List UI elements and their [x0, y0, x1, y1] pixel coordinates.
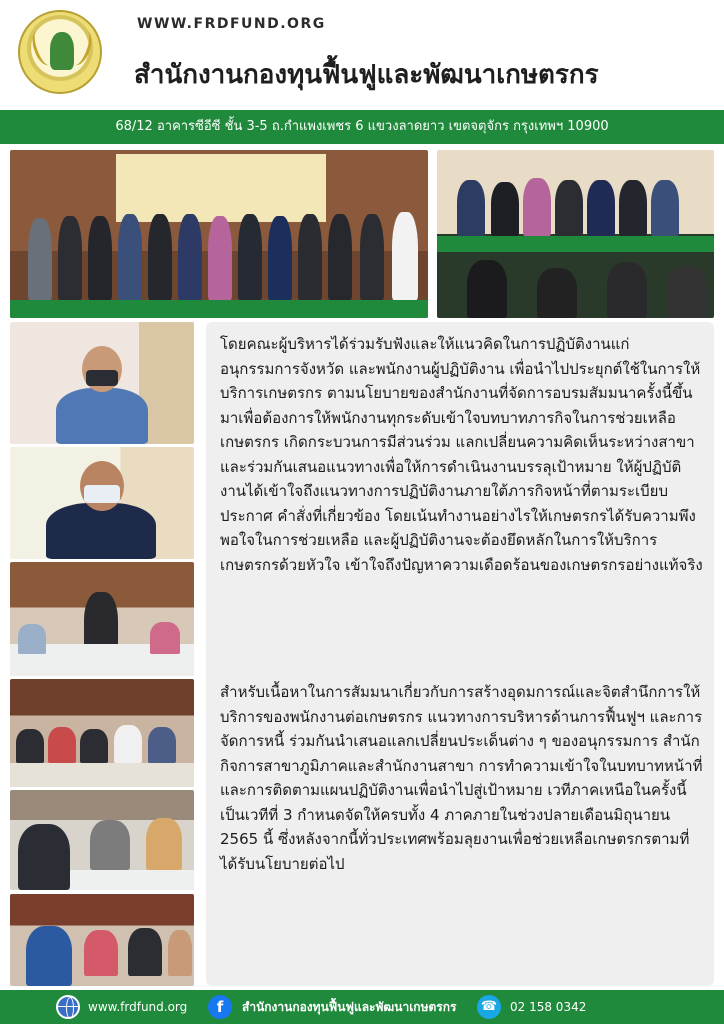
speaker-photo-2	[10, 447, 194, 559]
page-header	[0, 0, 724, 110]
wheat-right-icon	[66, 28, 95, 68]
phone-icon: ☎	[477, 995, 501, 1019]
group-photo	[10, 150, 428, 318]
globe-icon	[56, 995, 80, 1019]
panel-stage-photo	[437, 150, 714, 318]
meeting-photo-2	[10, 679, 194, 787]
page-footer	[0, 990, 724, 1024]
frdfund-logo	[18, 10, 102, 94]
footer-facebook-link[interactable]: สำนักงานกองทุนฟื้นฟูและพัฒนาเกษตรกร	[242, 1000, 457, 1014]
speaker-photo-1	[10, 322, 194, 444]
footer-phone[interactable]: 02 158 0342	[510, 1000, 587, 1014]
facebook-icon[interactable]: f	[208, 995, 232, 1019]
article-text-panel	[206, 322, 714, 986]
meeting-photo-1	[10, 562, 194, 676]
site-url[interactable]: WWW.FRDFUND.ORG	[137, 16, 326, 32]
meeting-photo-4	[10, 894, 194, 986]
address-bar: 68/12 อาคารซีอีซี ชั้น 3-5 ถ.กำแพงเพชร 6 แขวงลาดยาว เขตจตุจักร กรุงเทพฯ 10900	[0, 110, 724, 144]
org-title: สำนักงานกองทุนฟื้นฟูและพัฒนาเกษตรกร	[134, 60, 599, 90]
meeting-photo-3	[10, 790, 194, 890]
article-paragraph-2: สำหรับเนื้อหาในการสัมมนาเกี่ยวกับการสร้างอุดมการณ์และจิตสำนึกการให้บริการของพนักงานต่อเกษตรกร แนวทางการบริหารด้านการฟื้นฟูฯ และการจัดการหนี้ ร่วมกันนำเสนอแลกเปลี่ยนประเด็นต่าง ๆ ของอนุกรรมการ สำนักกิจการสาขาภูมิภาคและสำนักงานสาขา การทำความเข้าใจในบทบาทหน้าที่ และการติดตามแผนปฏิบัติงานเพื่อนำไปสู่เป้าหมาย เวทีภาคเหนือในครั้งนี้เป็นเวทีที่ 3 กำหนดจัดให้ครบทั้ง 4 ภาคภายในช่วงปลายเดือนมิถุนายน 2565 นี้ ซึ่งหลังจากนี้ทั่วประเทศพร้อมลุยงานเพื่อช่วยเหลือเกษตรกรตามที่ได้รับนโยบายต่อไป	[220, 683, 703, 873]
footer-website-link[interactable]: www.frdfund.org	[88, 1000, 188, 1014]
article-paragraph-1: โดยคณะผู้บริหารได้ร่วมรับฟังและให้แนวคิดในการปฏิบัติงานแก่อนุกรรมการจังหวัด และพนักงานผู้ปฏิบัติงาน เพื่อนำไปประยุกต์ใช้ในการให้บริการเกษตรกร ตามนโยบายของสำนักงานที่จัดการอบรมสัมมนาครั้งนี้ขึ้นมาเพื่อต้องการให้พนักงานทุกระดับเข้าใจบทบาทภารกิจในการช่วยเหลือเกษตรกร เกิดกระบวนการมีส่วนร่วม แลกเปลี่ยนความคิดเห็นระหว่างสาขา และร่วมกันเสนอแนวทางเพื่อให้การดำเนินงานบรรลุเป้าหมาย ให้ผู้ปฏิบัติงานได้เข้าใจถึงแนวทางการปฏิบัติงานภายใต้ภารกิจหน้าที่ตามระเบียบประกาศ คำสั่งที่เกี่ยวข้อง โดยเน้นทำงานอย่างไรให้เกษตรกรได้รับความพึงพอใจในการช่วยเหลือ และผู้ปฏิบัติงานจะต้องยึดหลักในการให้บริการเกษตรกรด้วยหัวใจ เข้าใจถึงปัญหาความเดือดร้อนของเกษตรกรอย่างแท้จริง	[220, 335, 703, 574]
